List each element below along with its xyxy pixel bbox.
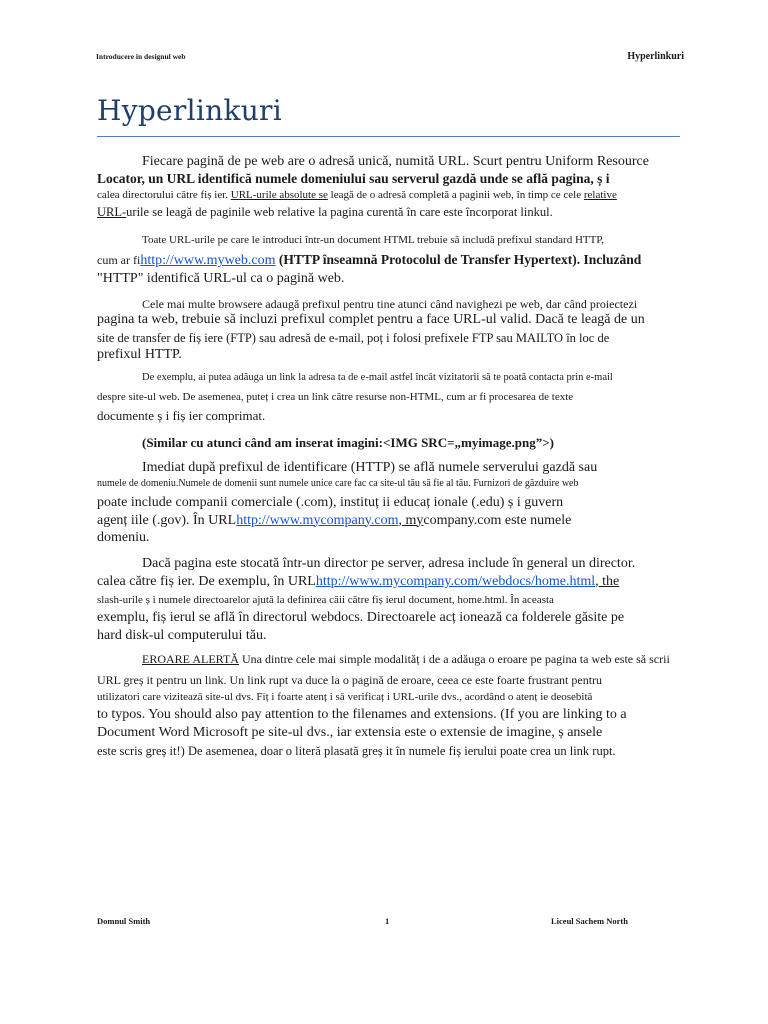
text-line: documente ș i fiș ier comprimat. [97, 407, 266, 423]
text-line: site de transfer de fiș iere (FTP) sau adresă de e-mail, poț i folosi prefixele FTP sau MAILTO în loc de [97, 331, 610, 346]
text-line: este scris greș it!) De asemenea, doar o literă plasată greș it în numele fiș ierului poate crea un link rupt. [97, 744, 616, 759]
text-line: poate include companii comerciale (.com), instituț ii educaț ionale (.edu) ș i guvern [97, 494, 564, 510]
footer-page-number: 1 [385, 916, 390, 926]
text-line: URL greș it pentru un link. Un link rupt va duce la o pagină de eroare, ceea ce este foarte frustrant pentru [97, 672, 603, 687]
paragraph-7 [97, 556, 687, 644]
webdocs-home-link[interactable]: http://www.mycompany.com/webdocs/home.html [315, 573, 596, 589]
text-span: cum ar fi [97, 253, 141, 268]
text-line [97, 652, 687, 666]
text-line [97, 574, 687, 591]
paragraph-4 [97, 372, 687, 423]
paragraph-6 [97, 460, 687, 547]
text-line: Document Word Microsoft pe site-ul dvs., iar extensia este o extensie de imagine, ș ansele [97, 725, 603, 741]
text-span: leagă de o adresă completă a paginii web, în timp ce cele [330, 188, 582, 201]
text-line: hard disk-ul computerului tău. [97, 627, 267, 643]
myweb-link[interactable]: http://www.myweb.com [140, 253, 276, 269]
underlined-text: URL-urile absolute se [230, 188, 328, 201]
footer-author: Domnul Smith [97, 916, 151, 926]
text-line: prefixul HTTP. [97, 347, 182, 363]
text-line: despre site-ul web. De asemenea, puteț i crea un link către resurse non-HTML, cum ar fi procesarea de texte [97, 390, 574, 403]
img-src-note: (Similar cu atunci când am inserat imagini:<IMG SRC=„myimage.png”>) [142, 435, 554, 451]
paragraph-3 [97, 297, 687, 364]
text-line: numele de domeniu.Numele de domenii sunt numele unice care fac ca site-ul tău să fie al tău. Furnizori de găzduire web [97, 477, 579, 489]
text-line: pagina ta web, trebuie să incluzi prefixul complet pentru a face URL-ul valid. Dacă te leagă de un [97, 312, 645, 328]
mycompany-link[interactable]: http://www.mycompany.com [236, 512, 399, 528]
underlined-text: relative [583, 188, 617, 201]
text-line [97, 252, 687, 270]
underlined-text: , my [398, 512, 424, 528]
underlined-text: URL- [97, 205, 127, 220]
text-line: domeniu. [97, 530, 150, 546]
text-line: Dacă pagina este stocată într-un director pe server, adresa include în general un director. [142, 556, 636, 572]
paragraph-8 [97, 652, 687, 759]
text-span: Una dintre cele mai simple modalităț i de a adăuga o eroare pe pagina ta web este să scrii [238, 652, 670, 667]
footer-school: Liceul Sachem North [551, 916, 628, 926]
text-line: slash-urile ș i numele directoarelor ajută la definirea căii către fiș ierul document, home.html. În aceasta [97, 593, 554, 606]
text-line: to typos. You should also pay attention to the filenames and extensions. (If you are linking to a [97, 707, 627, 723]
text-span: company.com este numele [423, 512, 572, 528]
title-underline [97, 136, 680, 137]
text-line: Cele mai multe browsere adaugă prefixul pentru tine atunci când navighezi pe web, dar când proiectezi [142, 296, 638, 311]
text-span: urile se leagă de paginile web relative la pagina curentă în care este încorporat linkul. [126, 205, 553, 220]
text-line [97, 513, 687, 530]
text-span: calea directorului către fiș ier. [97, 188, 229, 201]
text-line [97, 189, 687, 202]
bold-text: (HTTP înseamnă Protocolul de Transfer Hypertext). Incluzând [275, 252, 642, 268]
error-alert-label: EROARE ALERTĂ [142, 652, 239, 667]
text-line: Imediat după prefixul de identificare (HTTP) se află numele serverului gazdă sau [142, 459, 598, 475]
page-title: Hyperlinkuri [97, 94, 282, 127]
text-line: exemplu, fiș ierul se află în directorul webdocs. Directoarele acț ionează ca folderele găsite pe [97, 609, 625, 625]
text-line: utilizatori care vizitează site-ul dvs. Fiț i foarte atenț i să verificaț i URL-urile dvs., acordând o atenț ie deosebită [97, 691, 593, 704]
paragraph-1 [97, 154, 687, 220]
paragraph-2 [97, 234, 687, 288]
document-body [97, 152, 687, 759]
text-line: Fiecare pagină de pe web are o adresă unică, numită URL. Scurt pentru Uniform Resource [142, 154, 649, 169]
text-line [97, 205, 687, 220]
underlined-text: , the [595, 573, 620, 589]
text-line: Toate URL-urile pe care le introduci într-un document HTML trebuie să includă prefixul standard HTTP, [142, 234, 604, 247]
text-line: Locator, un URL identifică numele domeniului sau serverul gazdă unde se află pagina, ș i [97, 170, 610, 186]
text-line: "HTTP" identifică URL-ul ca o pagină web. [97, 271, 345, 287]
header-left: Introducere în designul web [96, 52, 186, 61]
text-line: De exemplu, ai putea adăuga un link la adresa ta de e-mail astfel încât vizitatorii să te poată contacta prin e-mail [142, 371, 613, 383]
text-span: calea către fiș ier. De exemplu, în URL [97, 573, 316, 589]
header-right: Hyperlinkuri [627, 51, 684, 62]
text-span: agenț iile (.gov). În URL [97, 512, 237, 528]
